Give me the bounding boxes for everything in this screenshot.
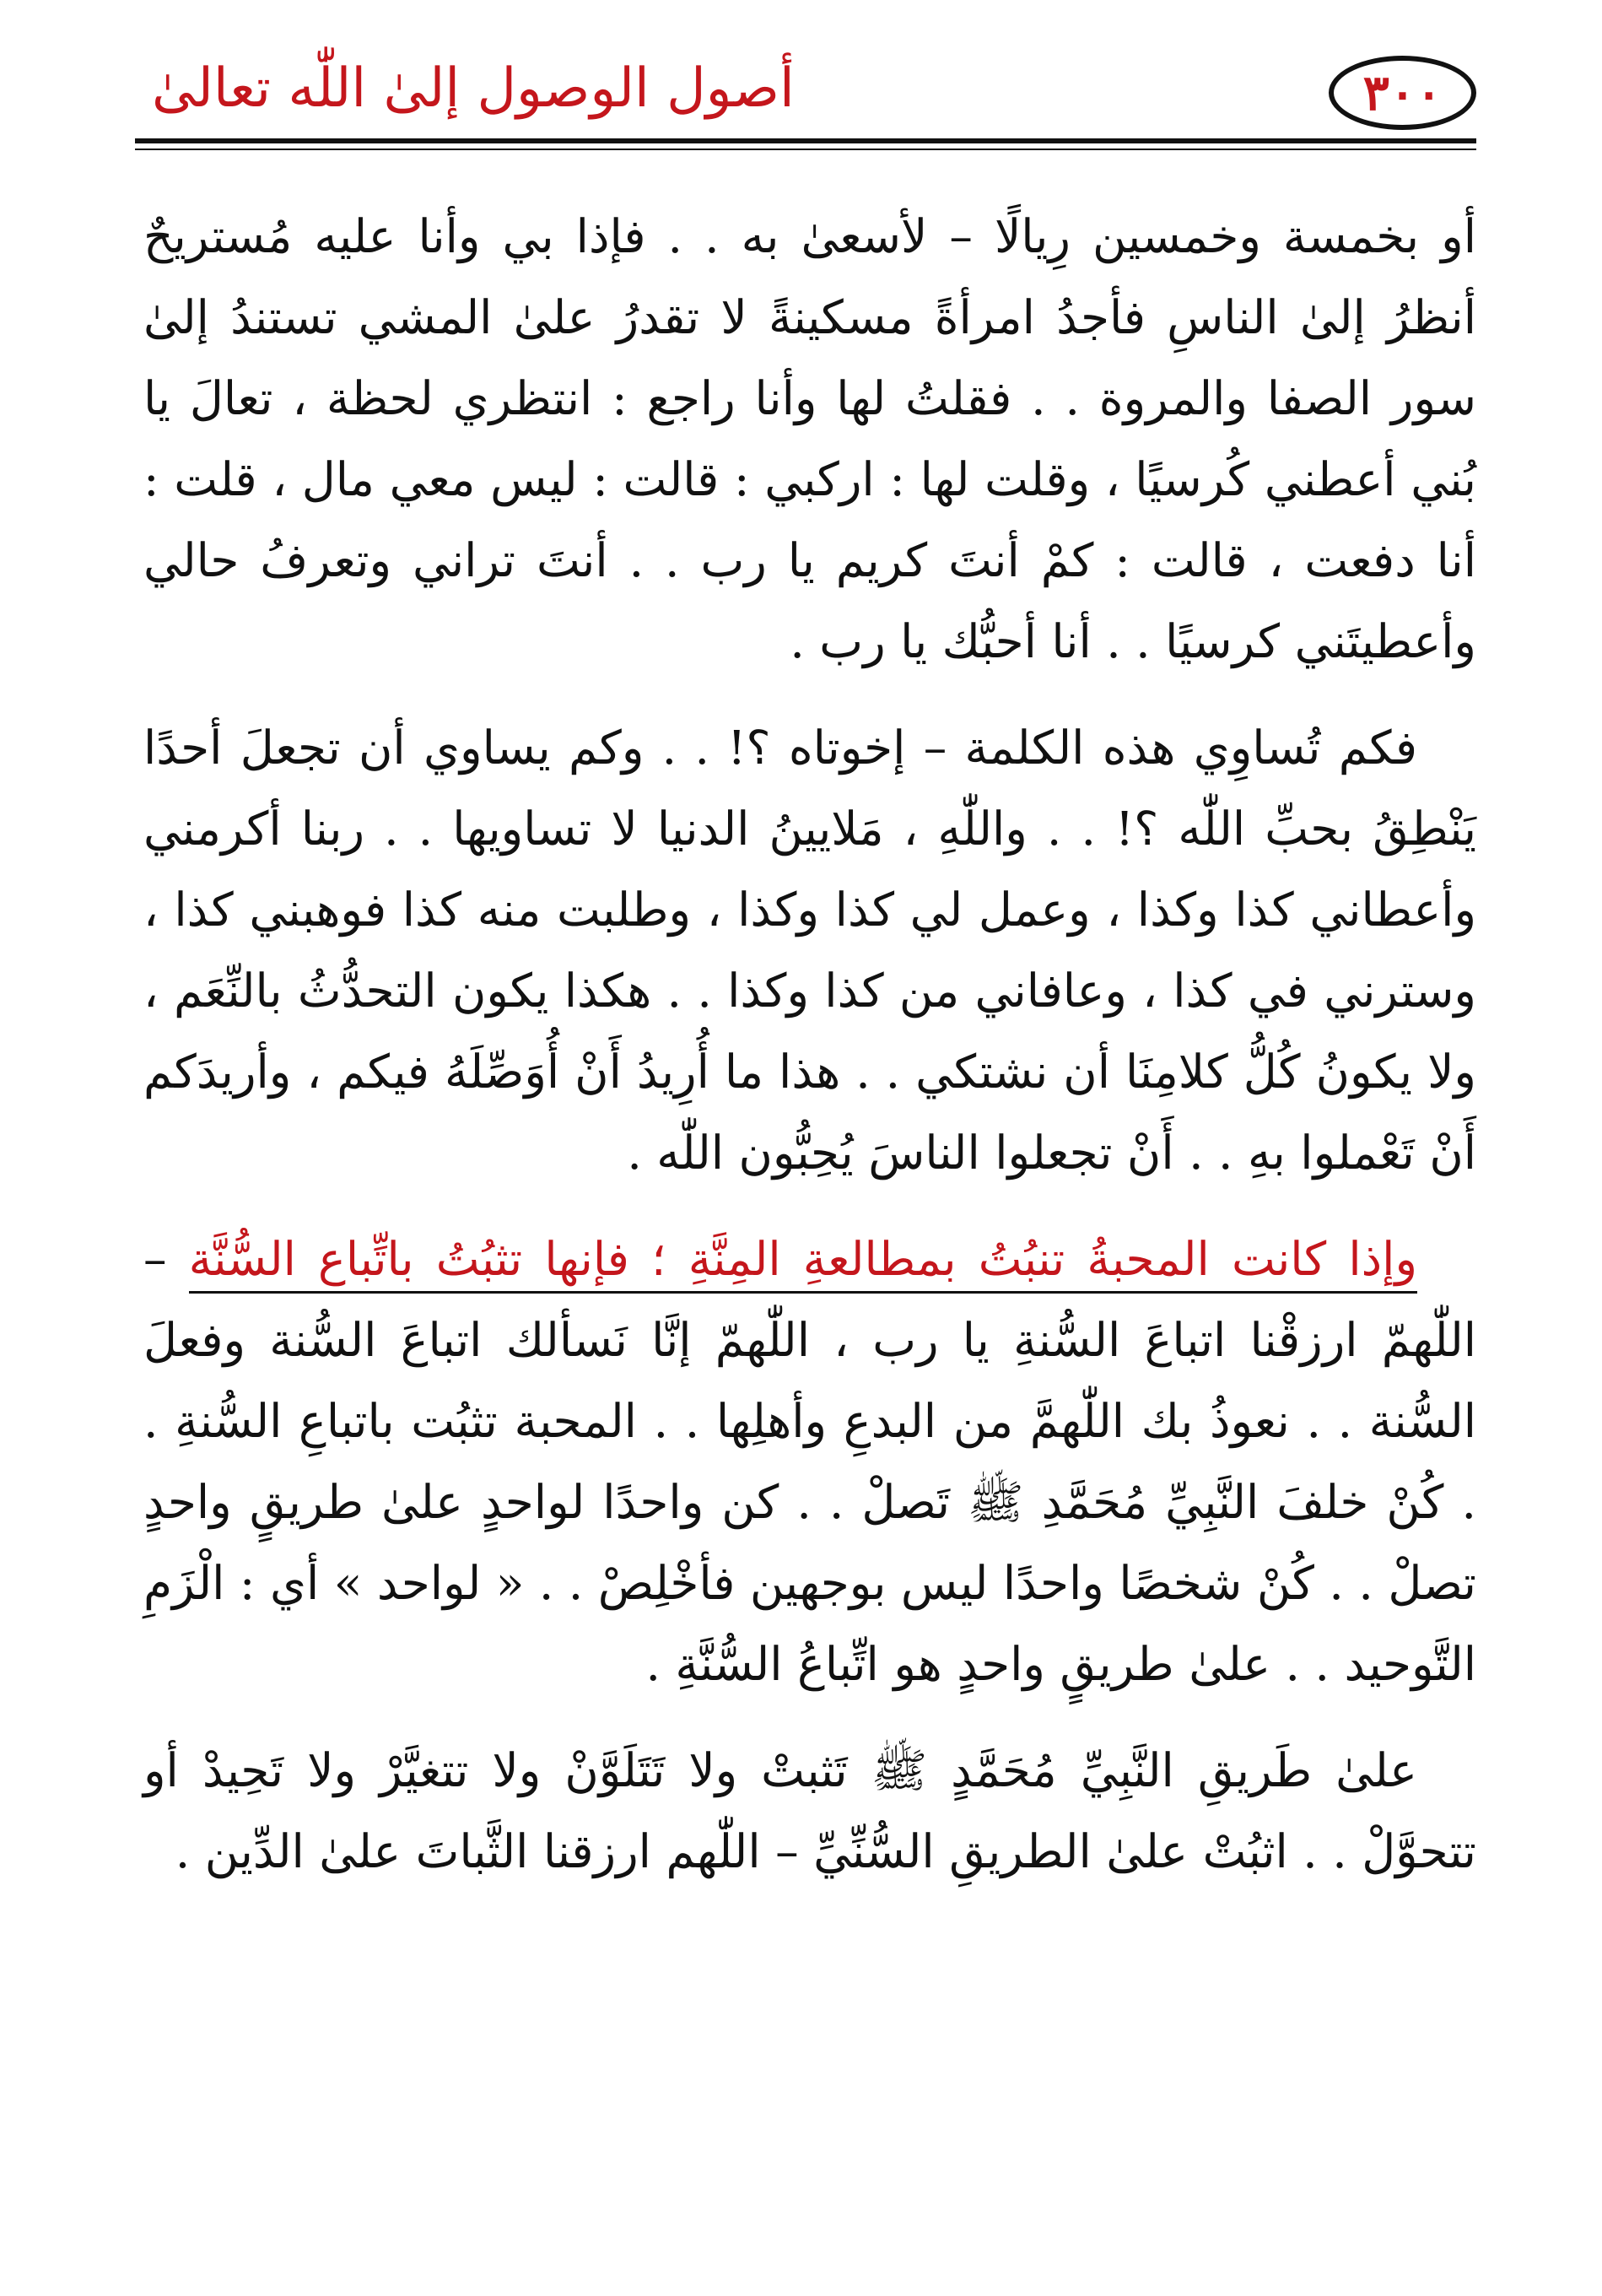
page-body [143,196,1476,1892]
paragraph-4: علىٰ طَريقِ النَّبِيِّ مُحَمَّدٍ ﷺ تَثبتْ ولا تَتَلَوَّنْ ولا تتغيَّرْ ولا تَحِيدْ أو تتحوَّلْ . . اثبُتْ علىٰ الطريقِ السُّنِّيِّ – اللّٰهم ارزقنا الثَّباتَ علىٰ الدِّين . [143,1743,1476,1878]
paragraph-3 [143,1218,1476,1704]
running-title: أصول الوصول إلىٰ اللّٰه تعالىٰ [152,57,795,120]
paragraph-1: أو بخمسة وخمسين رِيالًا – لأسعىٰ به . . فإذا بي وأنا عليه مُستريحٌ أنظرُ إلىٰ الناسِ فأجدُ امرأةً مسكينةً لا تقدرُ علىٰ المشي تستندُ إلىٰ سور الصفا والمروة . . فقلتُ لها وأنا راجع : انتظري لحظة ، تعالَ يا بُني أعطني كُرسيًا ، وقلت لها : اركبي : قالت : ليس معي مال ، قلت : أنا دفعت ، قالت : كمْ أنتَ كريم يا رب . . أنتَ تراني وتعرفُ حالي وأعطيتَني كرسيًا . . أنا أحبُّك يا رب . [143,209,1476,668]
paragraph-3-body: – اللّٰهمّ ارزقْنا اتباعَ السُّنةِ يا رب ، اللّٰهمّ إنَّا نَسألك اتباعَ السُّنة وفعلَ السُّنة . . نعوذُ بك اللّٰهمَّ من البدعِ وأهلِها . . المحبة تثبُت باتباعِ السُّنةِ . . كُنْ خلفَ النَّبِيِّ مُحَمَّدِ ﷺ تَصلْ . . كن واحدًا لواحدٍ علىٰ طريقٍ واحدٍ تصلْ . . كُنْ شخصًا واحدًا ليس بوجهين فأخْلِصْ . . « لواحد » أي : الْزَمِ التَّوحيد . . علىٰ طريقٍ واحدٍ هو اتِّباعُ السُّنَّةِ . [143,1232,1476,1691]
page-number [1329,56,1476,130]
header-rule-thin [135,149,1476,150]
header-rule-thick [135,138,1476,143]
paragraph-2: فكم تُساوِي هذه الكلمة – إخوتاه ؟! . . وكم يساوي أن تجعلَ أحدًا يَنْطِقُ بحبِّ اللّٰه ؟! . . واللّٰهِ ، مَلايينُ الدنيا لا تساويها . . ربنا أكرمني وأعطاني كذا وكذا ، وعمل لي كذا وكذا ، وطلبت منه كذا فوهبني كذا ، وسترني في كذا ، وعافاني من كذا وكذا . . هكذا يكون التحدُّثُ بالنِّعَم ، ولا يكونُ كُلُّ كلامِنَا أن نشتكي . . هذا ما أُرِيدُ أَنْ أُوَصِّلَهُ فيكم ، وأريدَكم أَنْ تَعْملوا بهِ . . أَنْ تجعلوا الناسَ يُحِبُّون اللّٰه . [143,721,1476,1180]
page-header [135,41,1476,167]
page-number-text: ٣٠٠ [1362,64,1443,122]
section-lead-heading: وإذا كانت المحبةُ تنبُتُ بمطالعةِ المِنَّةِ ؛ فإنها تثبُتُ باتِّباع السُّنَّة [189,1232,1417,1294]
